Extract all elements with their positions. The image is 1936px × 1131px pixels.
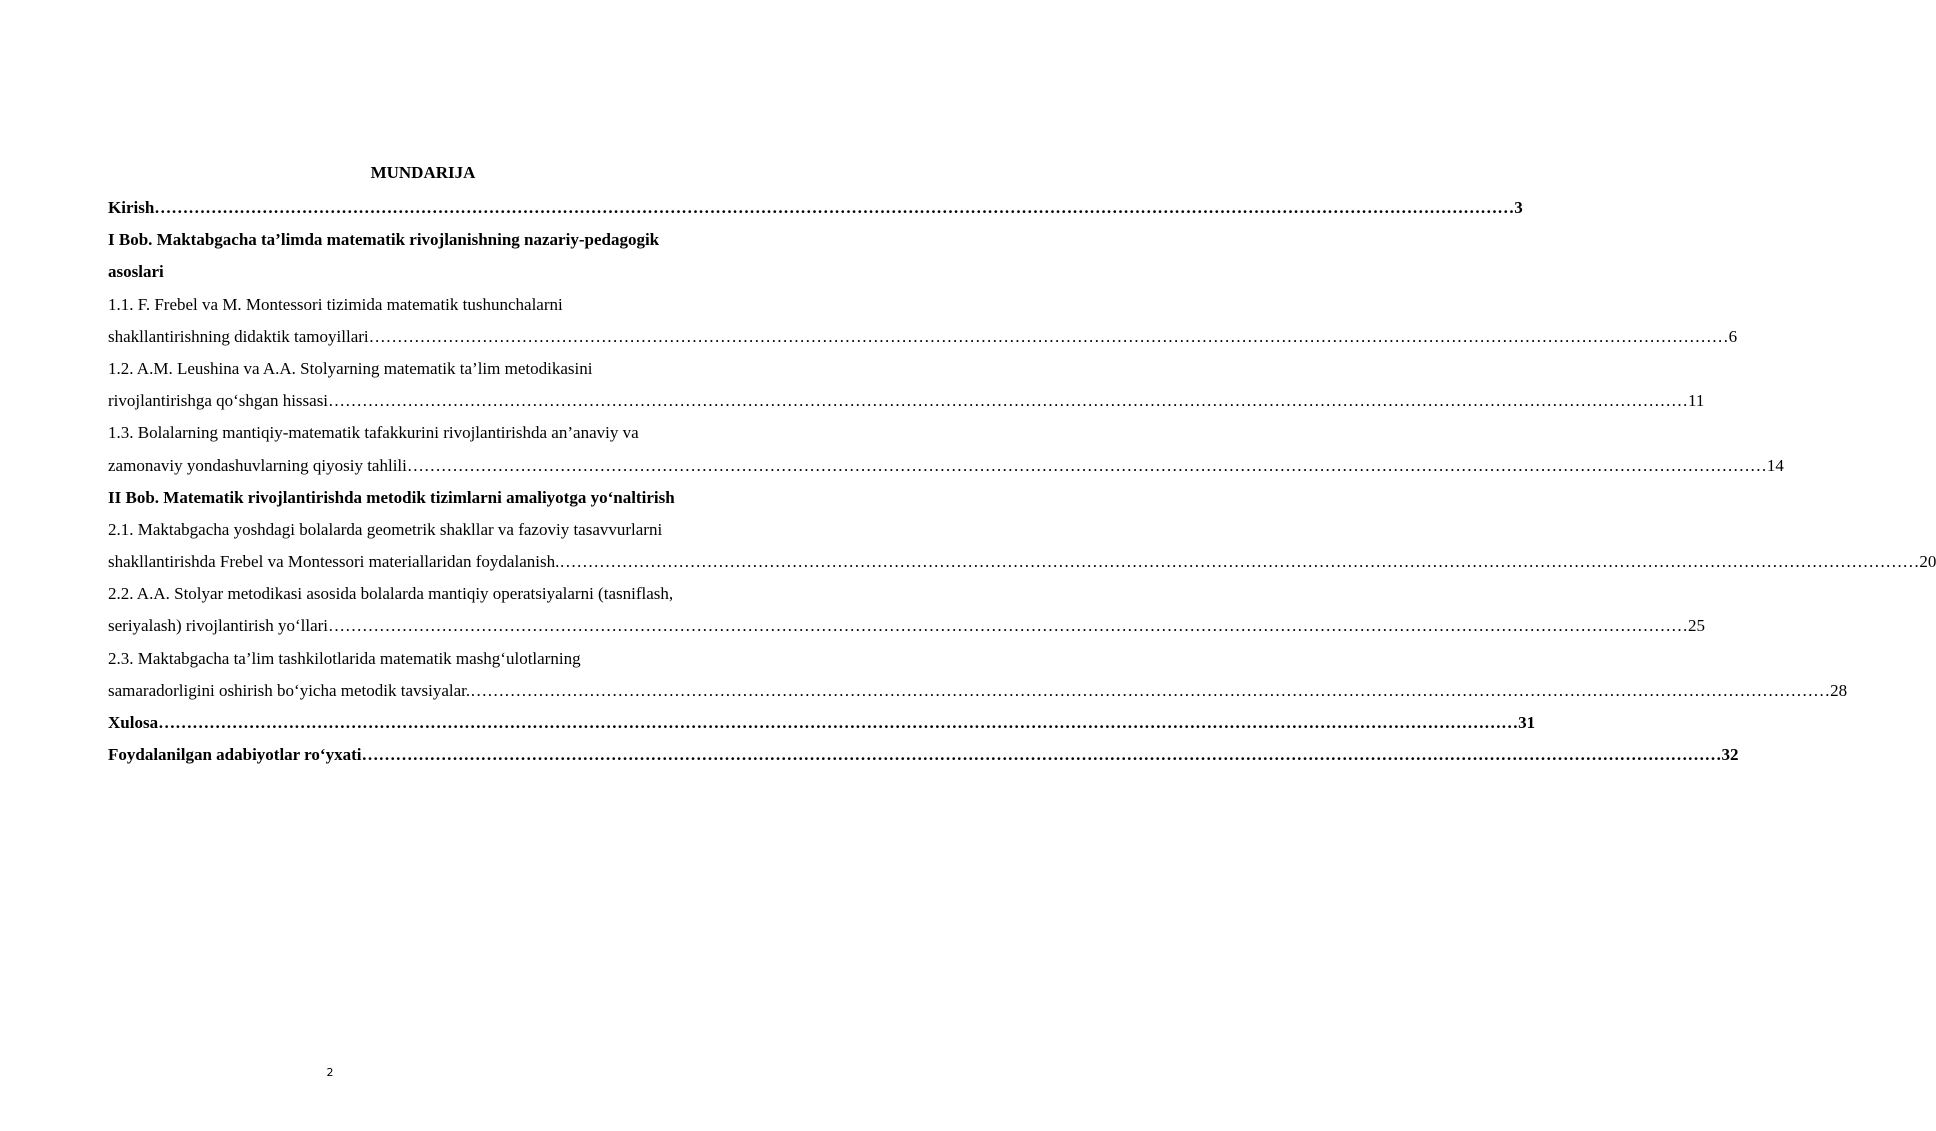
toc-entry-page: 31: [1518, 713, 1536, 732]
page-number: 2: [326, 1066, 334, 1079]
table-of-contents: [108, 192, 1936, 771]
toc-section-line[interactable]: 1.3. Bolalarning mantiqiy-matematik tafakkurini rivojlantirishda an’anaviy va: [108, 423, 639, 443]
toc-entry-page: 3: [1514, 198, 1523, 217]
toc-entry-section-1-1[interactable]: [108, 321, 1738, 353]
dot-leader: ……………………………………………………………………………………………………………………………………………………………………………………………………………………: [158, 713, 1519, 732]
toc-chapter-heading[interactable]: I Bob. Maktabgacha ta’limda matematik rivojlanishning nazariy-pedagogik: [108, 230, 660, 250]
toc-entry-page: 20: [1919, 552, 1936, 572]
toc-entry-page: 6: [1728, 326, 1738, 346]
toc-entry-section-1-3[interactable]: [108, 450, 1784, 482]
dot-leader: ……………………………………………………………………………………………………………………………………………………………………………………………………………………: [154, 198, 1515, 217]
toc-entry-intro[interactable]: [108, 192, 1523, 224]
toc-entry-page: 28: [1830, 680, 1848, 700]
toc-entry-text: seriyalash) rivojlantirish yo‘llari: [108, 616, 328, 636]
toc-section-line[interactable]: 2.3. Maktabgacha ta’lim tashkilotlarida matematik mashg‘ulotlarning: [108, 648, 581, 668]
toc-entry-page: 11: [1688, 391, 1705, 411]
toc-section-line[interactable]: 2.1. Maktabgacha yoshdagi bolalarda geometrik shakllar va fazoviy tasavvurlarni: [108, 519, 663, 539]
toc-section-line[interactable]: 2.2. A.A. Stolyar metodikasi asosida bolalarda mantiqiy operatsiyalarni (tasniflash,: [108, 584, 674, 604]
toc-entry-text: Kirish: [108, 198, 155, 217]
toc-entry-references[interactable]: [108, 739, 1739, 771]
toc-entry-text: shakllantirishda Frebel va Montessori materiallaridan foydalanish.: [108, 552, 560, 572]
toc-entry-text: shakllantirishning didaktik tamoyillari: [108, 326, 369, 346]
dot-leader: ……………………………………………………………………………………………………………………………………………………………………………………………………………………: [328, 391, 1689, 411]
toc-entry-section-2-1[interactable]: [108, 546, 1936, 578]
toc-entry-page: 32: [1721, 745, 1739, 765]
dot-leader: ……………………………………………………………………………………………………………………………………………………………………………………………………………………: [470, 680, 1831, 700]
toc-section-line[interactable]: 1.2. A.M. Leushina va A.A. Stolyarning matematik ta’lim metodikasini: [108, 358, 593, 378]
toc-section-line[interactable]: 1.1. F. Frebel va M. Montessori tizimida matematik tushunchalarni: [108, 294, 563, 314]
toc-entry-text: rivojlantirishga qo‘shgan hissasi: [108, 391, 329, 411]
toc-entry-text: zamonaviy yondashuvlarning qiyosiy tahlili: [108, 455, 407, 475]
toc-entry-text: samaradorligini oshirish bo‘yicha metodik tavsiyalar.: [108, 680, 471, 700]
dot-leader: ……………………………………………………………………………………………………………………………………………………………………………………………………………………: [328, 616, 1688, 636]
toc-entry-section-2-3[interactable]: [108, 675, 1848, 707]
toc-chapter-heading[interactable]: II Bob. Matematik rivojlantirishda metodik tizimlarni amaliyotga yo‘naltirish: [108, 487, 675, 507]
dot-leader: ……………………………………………………………………………………………………………………………………………………………………………………………………………………: [406, 455, 1767, 475]
toc-title: MUNDARIJA: [370, 163, 476, 182]
dot-leader: ……………………………………………………………………………………………………………………………………………………………………………………………………………………: [559, 552, 1920, 572]
dot-leader: ……………………………………………………………………………………………………………………………………………………………………………………………………………………: [361, 745, 1722, 765]
dot-leader: ……………………………………………………………………………………………………………………………………………………………………………………………………………………: [368, 326, 1729, 346]
toc-entry-text: Xulosa: [108, 713, 159, 732]
toc-chapter-heading-cont: asoslari: [108, 262, 164, 282]
toc-entry-page: 14: [1766, 455, 1784, 475]
toc-entry-section-1-2[interactable]: [108, 385, 1705, 417]
toc-entry-text: Foydalanilgan adabiyotlar ro‘yxati: [108, 745, 362, 765]
toc-entry-section-2-2[interactable]: [108, 610, 1705, 642]
toc-entry-conclusion[interactable]: [108, 707, 1536, 739]
toc-entry-page: 25: [1688, 616, 1705, 636]
